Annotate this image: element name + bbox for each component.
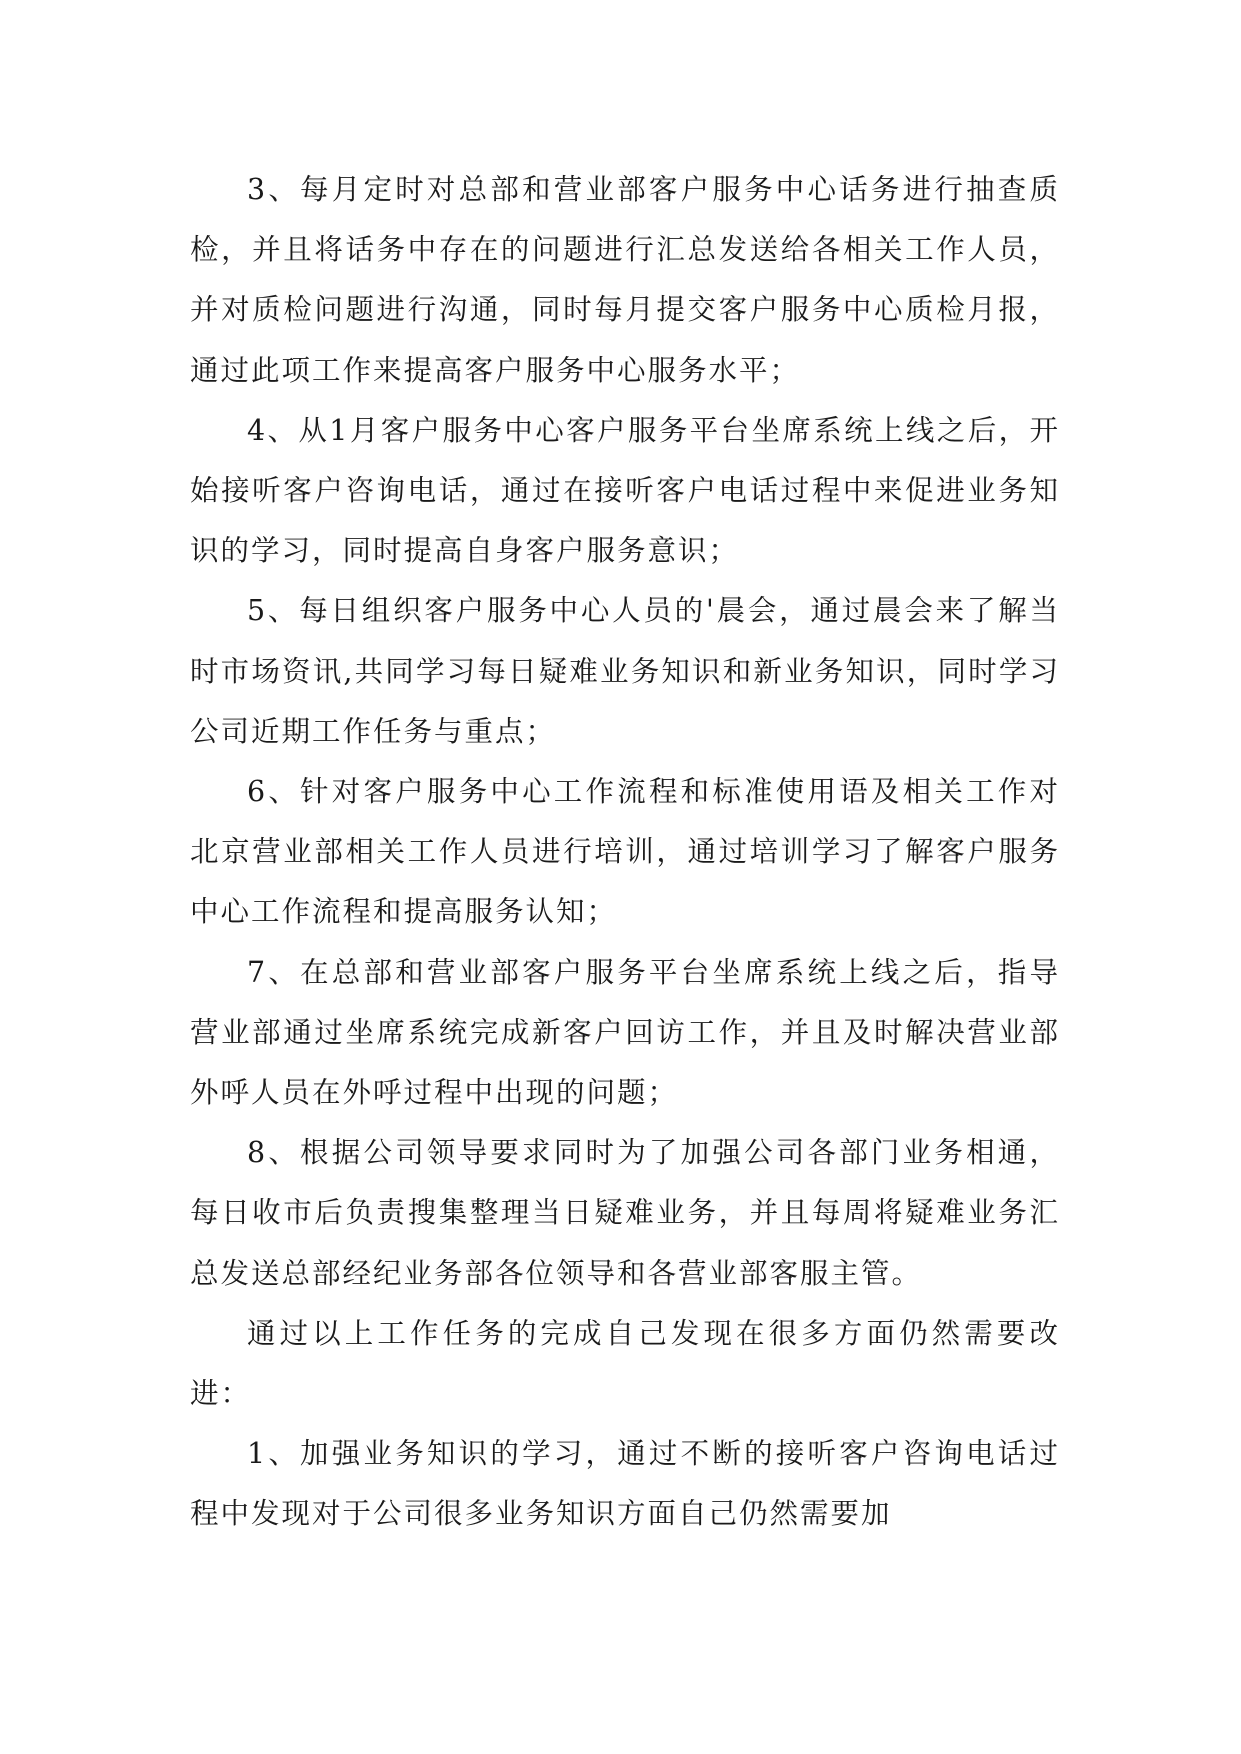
paragraph-item-7: 7、在总部和营业部客户服务平台坐席系统上线之后，指导营业部通过坐席系统完成新客户回访工作，并且及时解决营业部外呼人员在外呼过程中出现的问题； <box>190 955 1060 1110</box>
paragraph-summary: 通过以上工作任务的完成自己发现在很多方面仍然需要改进： <box>190 1316 1060 1411</box>
paragraph-item-8: 8、根据公司领导要求同时为了加强公司各部门业务相通，每日收市后负责搜集整理当日疑难业务，并且每周将疑难业务汇总发送总部经纪业务部各位领导和各营业部客服主管。 <box>190 1136 1060 1290</box>
document-body <box>190 160 1060 1545</box>
paragraph-item-5: 5、每日组织客户服务中心人员的'晨会，通过晨会来了解当时市场资讯,共同学习每日疑难业务知识和新业务知识，同时学习公司近期工作任务与重点； <box>190 594 1060 748</box>
paragraph-improvement-1: 1、加强业务知识的学习，通过不断的接听客户咨询电话过程中发现对于公司很多业务知识方面自己仍然需要加 <box>190 1437 1060 1531</box>
paragraph-item-6: 6、针对客户服务中心工作流程和标准使用语及相关工作对北京营业部相关工作人员进行培训，通过培训学习了解客户服务中心工作流程和提高服务认知； <box>190 775 1060 929</box>
paragraph-item-4: 4、从1月客户服务中心客户服务平台坐席系统上线之后，开始接听客户咨询电话，通过在接听客户电话过程中来促进业务知识的学习，同时提高自身客户服务意识； <box>190 413 1060 568</box>
paragraph-item-3: 3、每月定时对总部和营业部客户服务中心话务进行抽查质检，并且将话务中存在的问题进行汇总发送给各相关工作人员，并对质检问题进行沟通，同时每月提交客户服务中心质检月报，通过此项工作来提高客户服务中心服务水平； <box>190 173 1060 387</box>
